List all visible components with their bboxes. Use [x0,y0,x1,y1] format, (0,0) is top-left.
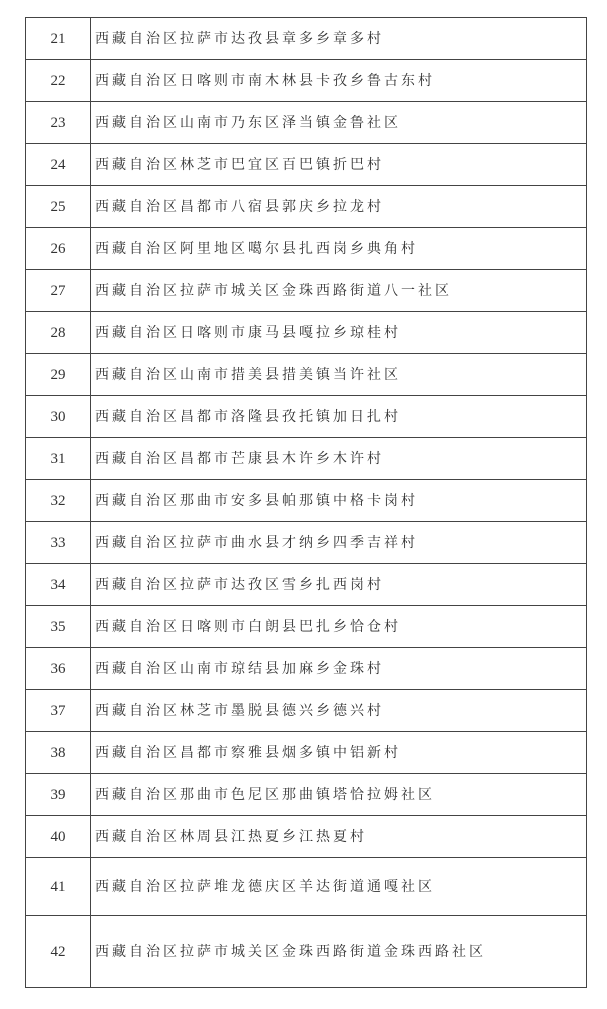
location-name: 西藏自治区拉萨市城关区金珠西路街道金珠西路社区 [91,916,587,988]
table-row [26,732,587,774]
table-row [26,144,587,186]
location-name: 西藏自治区那曲市色尼区那曲镇塔恰拉姆社区 [91,774,587,816]
table-row [26,916,587,988]
location-name: 西藏自治区拉萨市达孜区雪乡扎西岗村 [91,564,587,606]
row-number: 42 [26,916,91,988]
row-number: 29 [26,354,91,396]
row-number: 28 [26,312,91,354]
row-number: 26 [26,228,91,270]
location-name: 西藏自治区山南市琼结县加麻乡金珠村 [91,648,587,690]
table-row [26,270,587,312]
row-number: 22 [26,60,91,102]
location-name: 西藏自治区日喀则市南木林县卡孜乡鲁古东村 [91,60,587,102]
table-row [26,690,587,732]
table-row [26,522,587,564]
table-row [26,102,587,144]
table-row [26,816,587,858]
location-name: 西藏自治区林芝市墨脱县德兴乡德兴村 [91,690,587,732]
table-row [26,60,587,102]
location-name: 西藏自治区山南市措美县措美镇当许社区 [91,354,587,396]
row-number: 35 [26,606,91,648]
row-number: 23 [26,102,91,144]
table-row [26,396,587,438]
row-number: 30 [26,396,91,438]
location-name: 西藏自治区林周县江热夏乡江热夏村 [91,816,587,858]
row-number: 41 [26,858,91,916]
location-name: 西藏自治区拉萨市达孜县章多乡章多村 [91,18,587,60]
location-name: 西藏自治区山南市乃东区泽当镇金鲁社区 [91,102,587,144]
location-name: 西藏自治区拉萨堆龙德庆区羊达街道通嘎社区 [91,858,587,916]
row-number: 27 [26,270,91,312]
table-row [26,606,587,648]
row-number: 40 [26,816,91,858]
row-number: 34 [26,564,91,606]
table-row [26,774,587,816]
row-number: 38 [26,732,91,774]
row-number: 37 [26,690,91,732]
location-name: 西藏自治区拉萨市曲水县才纳乡四季吉祥村 [91,522,587,564]
row-number: 31 [26,438,91,480]
location-name: 西藏自治区昌都市八宿县郭庆乡拉龙村 [91,186,587,228]
table-row [26,858,587,916]
row-number: 32 [26,480,91,522]
location-name: 西藏自治区昌都市芒康县木许乡木许村 [91,438,587,480]
row-number: 39 [26,774,91,816]
location-name: 西藏自治区阿里地区噶尔县扎西岗乡典角村 [91,228,587,270]
table-row [26,228,587,270]
row-number: 24 [26,144,91,186]
village-list-table [25,17,587,988]
table-row [26,564,587,606]
location-name: 西藏自治区昌都市洛隆县孜托镇加日扎村 [91,396,587,438]
location-name: 西藏自治区日喀则市白朗县巴扎乡恰仓村 [91,606,587,648]
location-name: 西藏自治区昌都市察雅县烟多镇中铝新村 [91,732,587,774]
location-name: 西藏自治区林芝市巴宜区百巴镇折巴村 [91,144,587,186]
table-row [26,438,587,480]
location-name: 西藏自治区那曲市安多县帕那镇中格卡岗村 [91,480,587,522]
location-name: 西藏自治区拉萨市城关区金珠西路街道八一社区 [91,270,587,312]
table-row [26,312,587,354]
table-row [26,18,587,60]
table-row [26,648,587,690]
table-row [26,354,587,396]
table-row [26,186,587,228]
table-row [26,480,587,522]
row-number: 33 [26,522,91,564]
location-name: 西藏自治区日喀则市康马县嘎拉乡琼桂村 [91,312,587,354]
row-number: 36 [26,648,91,690]
row-number: 25 [26,186,91,228]
table-body [26,18,587,988]
row-number: 21 [26,18,91,60]
